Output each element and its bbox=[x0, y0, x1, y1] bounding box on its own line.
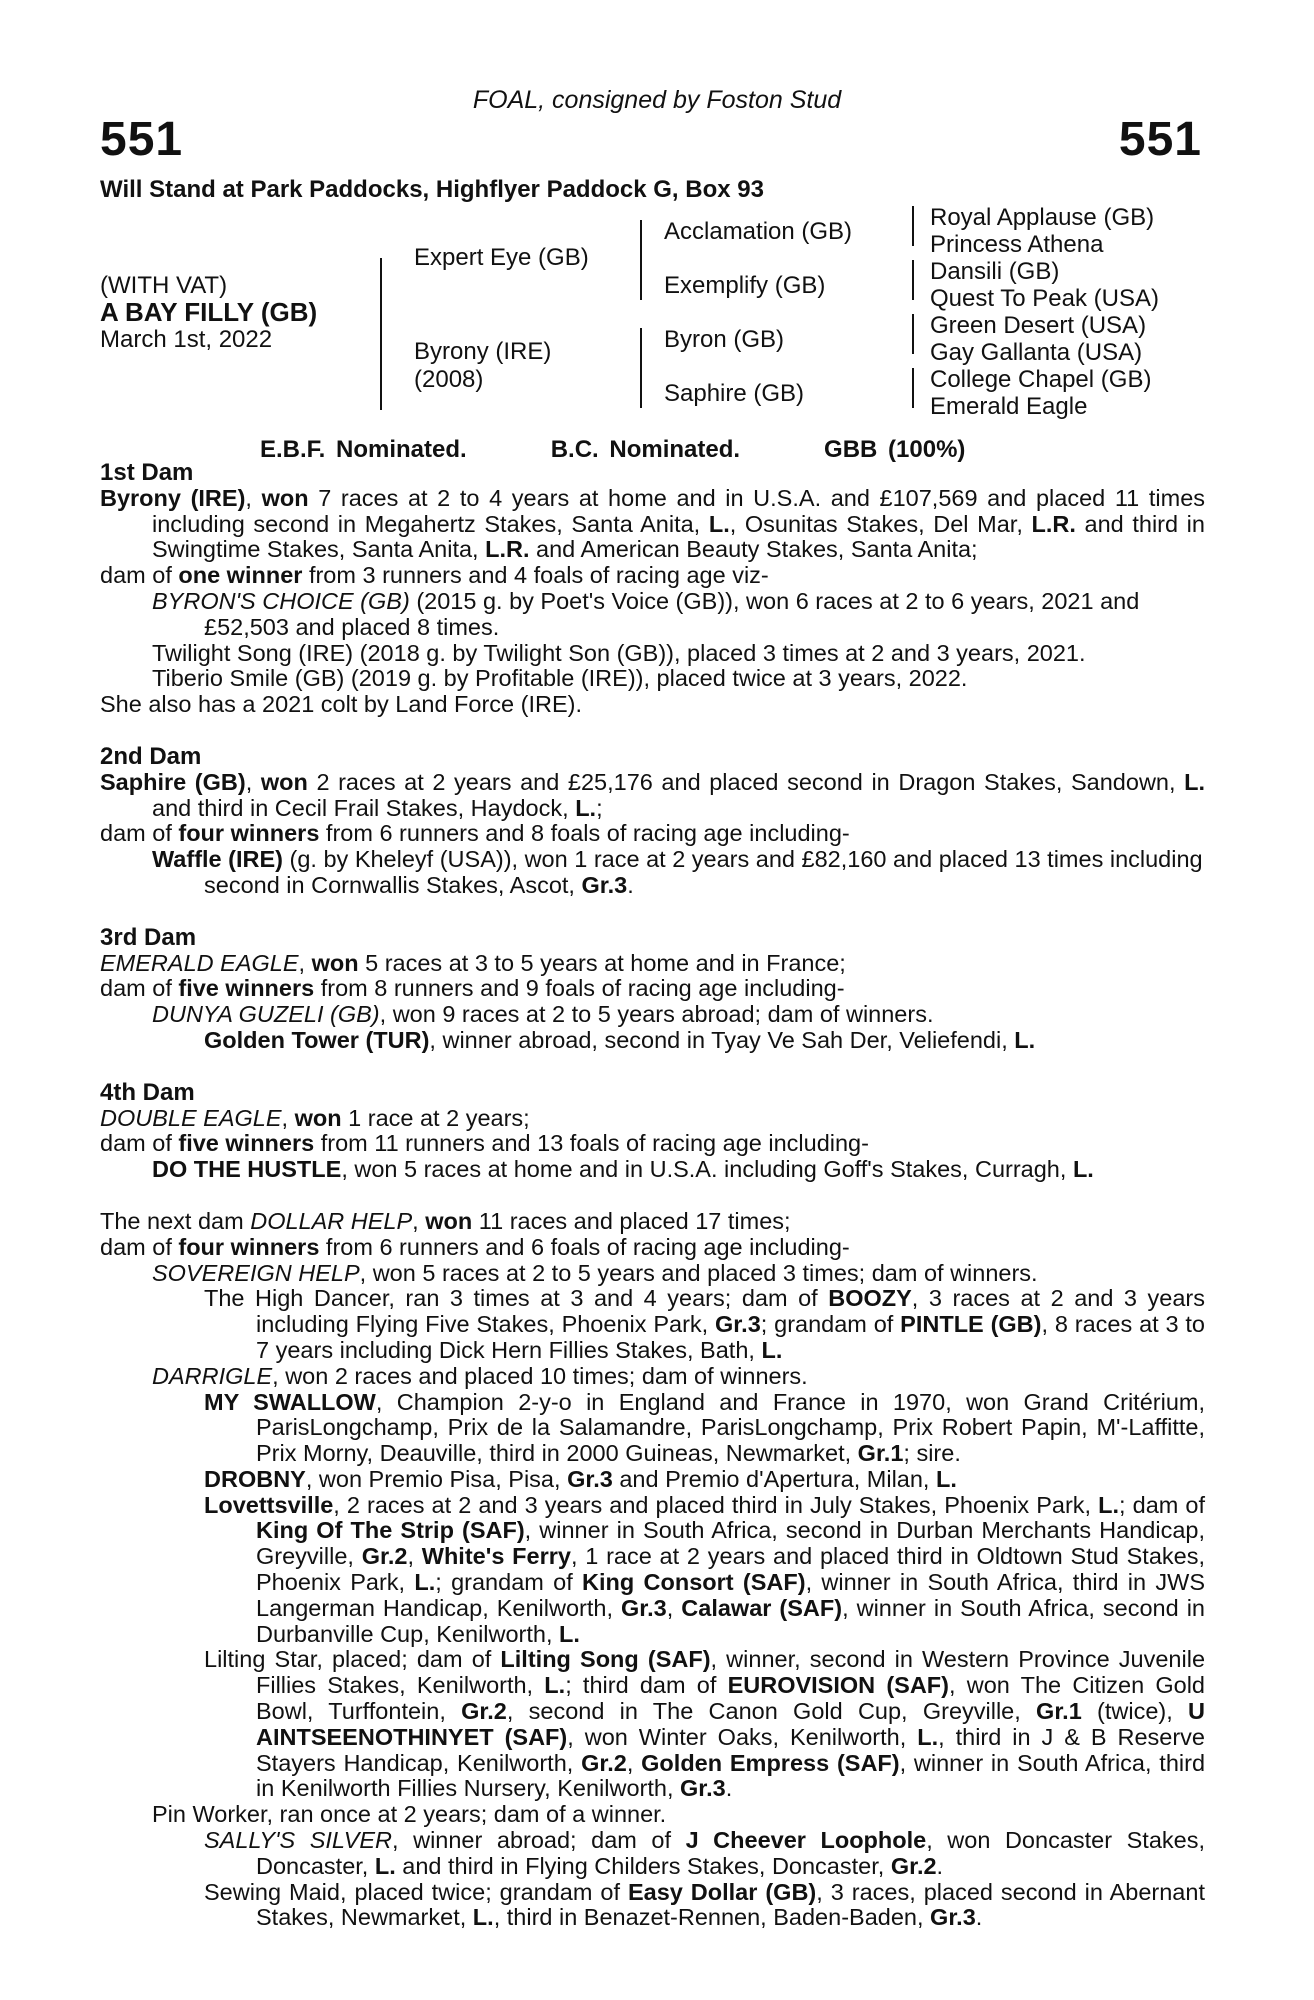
gen3-4: Quest To Peak (USA) bbox=[930, 285, 1159, 312]
brace-1 bbox=[380, 258, 382, 410]
gbb-rating: GBB (100%) bbox=[824, 436, 966, 463]
catalogue-body bbox=[100, 460, 1205, 1931]
brace-3d bbox=[912, 368, 914, 408]
gen3-5: Green Desert (USA) bbox=[930, 312, 1147, 339]
gen3-3: Dansili (GB) bbox=[930, 258, 1060, 285]
dam2-heading: 2nd Dam bbox=[100, 742, 202, 770]
dam: Byrony (IRE) bbox=[414, 338, 552, 365]
sire-dam: Exemplify (GB) bbox=[664, 272, 826, 299]
consignor-line: FOAL, consigned by Foston Stud bbox=[472, 86, 842, 114]
brace-3c bbox=[912, 314, 914, 354]
drobny: DROBNY, won Premio Pisa, Pisa, Gr.3 and Premio d'Apertura, Milan, L. bbox=[204, 1465, 957, 1492]
lovettsville: Lovettsville, 2 races at 2 and 3 years and placed third in July Stakes, Phoenix Park, L.; dam of King Of The Strip (SAF), winner in South Africa, second in Durban Merchants Handicap, Greyville, Gr.2, White's Ferry, 1 race at 2 years and placed third in Oldtown Stud Stakes, Phoenix Park, L.; grandam of King Consort (SAF), winner in South Africa, third in JWS Langerman Handicap, Kenilworth, Gr.3, Calawar (SAF), winner in South Africa, second in Durbanville Cup, Kenilworth, L. bbox=[204, 1491, 1206, 1647]
dam3-foal-1: DUNYA GUZELI (GB), won 9 races at 2 to 5 years abroad; dam of winners. bbox=[152, 1001, 934, 1028]
brace-3b bbox=[912, 260, 914, 300]
dam-sire: Byron (GB) bbox=[664, 326, 785, 353]
dam-dam: Saphire (GB) bbox=[664, 380, 805, 407]
dam1-foal-2: Twilight Song (IRE) (2018 g. by Twilight Son (GB)), placed 3 times at 2 and 3 years, 2021. bbox=[152, 639, 1086, 666]
gen3-2: Princess Athena bbox=[930, 231, 1104, 258]
lilting-star: Lilting Star, placed; dam of Lilting Song (SAF), winner, second in Western Province Juvenile Fillies Stakes, Kenilworth, L.; third dam of EUROVISION (SAF), won The Citizen Gold Bowl, Turffontein, Gr.2, second in The Canon Gold Cup, Greyville, Gr.1 (twice), U AINTSEENOTHINYET (SAF), won Winter Oaks, Kenilworth, L., third in J & B Reserve Stayers Handicap, Kenilworth, Gr.2, Golden Empress (SAF), winner in South Africa, third in Kenilworth Fillies Nursery, Kenilworth, Gr.3. bbox=[204, 1646, 1206, 1802]
sovereign-help: SOVEREIGN HELP, won 5 races at 2 to 5 years and placed 3 times; dam of winners. bbox=[152, 1259, 1038, 1286]
dam-year: (2008) bbox=[414, 366, 484, 393]
dam3-heading: 3rd Dam bbox=[100, 923, 197, 951]
dam4-heading: 4th Dam bbox=[100, 1078, 195, 1106]
ebf-nomination: E.B.F. Nominated. bbox=[260, 436, 467, 463]
dam1-foal-1: BYRON'S CHOICE (GB) (2015 g. by Poet's Voice (GB)), won 6 races at 2 to 6 years, 2021 and £52,503 and placed 8 times. bbox=[152, 587, 1140, 640]
sallys-silver: SALLY'S SILVER, winner abroad; dam of J Cheever Loophole, won Doncaster Stakes, Doncaster, L. and third in Flying Childers Stakes, Doncaster, Gr.2. bbox=[204, 1827, 1205, 1879]
brace-2b bbox=[640, 328, 642, 408]
the-high-dancer: The High Dancer, ran 3 times at 3 and 4 years; dam of BOOZY, 3 races at 2 and 3 years including Flying Five Stakes, Phoenix Park, Gr.3; grandam of PINTLE (GB), 8 races at 3 to 7 years including Dick Hern Fillies Stakes, Bath, L. bbox=[204, 1285, 1206, 1363]
gen3-7: College Chapel (GB) bbox=[930, 366, 1152, 393]
foaled-date: March 1st, 2022 bbox=[100, 326, 273, 353]
dam3-produce-summary: dam of five winners from 8 runners and 9 foals of racing age including- bbox=[100, 975, 845, 1002]
dam4-produce-summary: dam of five winners from 11 runners and 13 foals of racing age including- bbox=[100, 1130, 869, 1157]
gen3-8: Emerald Eagle bbox=[930, 393, 1088, 420]
vat-note: (WITH VAT) bbox=[100, 272, 228, 299]
dam3-record: EMERALD EAGLE, won 5 races at 3 to 5 years at home and in France; bbox=[100, 949, 846, 976]
next-dam-produce-summary: dam of four winners from 6 runners and 6 foals of racing age including- bbox=[100, 1233, 850, 1260]
dam1-record: Byrony (IRE), won 7 races at 2 to 4 years at home and in U.S.A. and £107,569 and placed 11 times including second in Megahertz Stakes, Santa Anita, L., Osunitas Stakes, Del Mar, L.R. and third in Swingtime Stakes, Santa Anita, L.R. and American Beauty Stakes, Santa Anita; bbox=[100, 484, 1206, 563]
subject-name: A BAY FILLY (GB) bbox=[100, 297, 318, 327]
dam1-produce-summary: dam of one winner from 3 runners and 4 foals of racing age viz- bbox=[100, 562, 769, 589]
dam2-foal-1: Waffle (IRE) (g. by Kheleyf (USA)), won 1 race at 2 years and £82,160 and placed 13 times including second in Cornwallis Stakes, Ascot, Gr.3. bbox=[152, 846, 1203, 898]
gen3-6: Gay Gallanta (USA) bbox=[930, 339, 1143, 366]
dam4-record: DOUBLE EAGLE, won 1 race at 2 years; bbox=[100, 1104, 530, 1131]
dam3-grandfoal-1: Golden Tower (TUR), winner abroad, second in Tyay Ve Sah Der, Veliefendi, L. bbox=[204, 1026, 1036, 1053]
darrigle: DARRIGLE, won 2 races and placed 10 times; dam of winners. bbox=[152, 1362, 808, 1389]
bc-nomination: B.C. Nominated. bbox=[550, 436, 741, 463]
brace-3a bbox=[912, 206, 914, 246]
dam1-heading: 1st Dam bbox=[100, 459, 194, 486]
lot-number-left: 551 bbox=[100, 113, 184, 166]
dam1-note: She also has a 2021 colt by Land Force (IRE). bbox=[100, 691, 583, 718]
dam2-record: Saphire (GB), won 2 races at 2 years and £25,176 and placed second in Dragon Stakes, Sandown, L. and third in Cecil Frail Stakes, Haydock, L.; bbox=[100, 768, 1205, 821]
sire-sire: Acclamation (GB) bbox=[664, 218, 853, 245]
sire: Expert Eye (GB) bbox=[414, 244, 589, 271]
dam4-foal-1: DO THE HUSTLE, won 5 races at home and in U.S.A. including Goff's Stakes, Curragh, L. bbox=[152, 1156, 1094, 1183]
gen3-1: Royal Applause (GB) bbox=[930, 204, 1155, 231]
brace-2a bbox=[640, 220, 642, 300]
sewing-maid: Sewing Maid, placed twice; grandam of Easy Dollar (GB), 3 races, placed second in Abernant Stakes, Newmarket, L., third in Benazet-Rennen, Baden-Baden, Gr.3. bbox=[204, 1878, 1205, 1931]
pin-worker: Pin Worker, ran once at 2 years; dam of a winner. bbox=[152, 1801, 667, 1828]
dam1-foal-3: Tiberio Smile (GB) (2019 g. by Profitable (IRE)), placed twice at 3 years, 2022. bbox=[152, 665, 968, 692]
my-swallow: MY SWALLOW, Champion 2-y-o in England and France in 1970, won Grand Critérium, ParisLongchamp, Prix de la Salamandre, ParisLongchamp, Prix Robert Papin, M'-Laffitte, Prix Morny, Deauville, third in 2000 Guineas, Newmarket, Gr.1; sire. bbox=[204, 1388, 1206, 1467]
dam2-produce-summary: dam of four winners from 6 runners and 8 foals of racing age including- bbox=[100, 820, 850, 847]
lot-number-right: 551 bbox=[1118, 113, 1202, 166]
stand-location: Will Stand at Park Paddocks, Highflyer Paddock G, Box 93 bbox=[100, 176, 764, 203]
next-dam-record: The next dam DOLLAR HELP, won 11 races and placed 17 times; bbox=[100, 1207, 791, 1234]
